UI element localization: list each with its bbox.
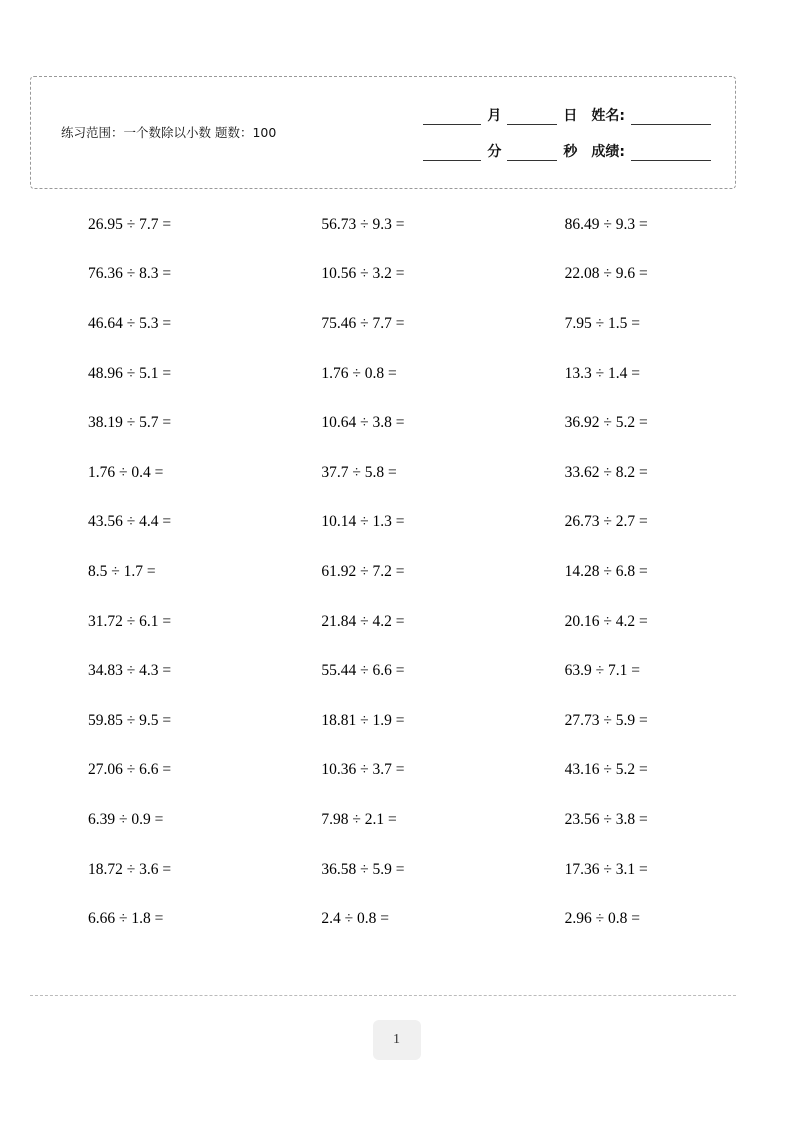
problem-cell: 26.95 ÷ 7.7 = (88, 215, 172, 233)
problem-cell: 27.06 ÷ 6.6 = (88, 761, 172, 779)
day-label: 日 (563, 107, 578, 124)
second-blank[interactable] (507, 147, 557, 161)
problem-cell: 1.76 ÷ 0.4 = (88, 463, 164, 481)
problem-row (30, 398, 736, 448)
problem-row (30, 349, 736, 399)
problem-cell: 55.44 ÷ 6.6 = (321, 662, 405, 680)
problem-cell: 76.36 ÷ 8.3 = (88, 265, 172, 283)
problem-cell: 75.46 ÷ 7.7 = (321, 314, 405, 332)
problem-cell: 7.98 ÷ 2.1 = (321, 810, 397, 828)
problem-cell: 2.4 ÷ 0.8 = (321, 910, 389, 928)
problem-row (30, 646, 736, 696)
problem-cell: 36.58 ÷ 5.9 = (321, 860, 405, 878)
problem-grid (30, 200, 736, 944)
problem-cell: 10.14 ÷ 1.3 = (321, 513, 405, 531)
problem-cell: 17.36 ÷ 3.1 = (564, 860, 648, 878)
practice-range-text: 练习范围：一个数除以小数 题数：100 (61, 124, 277, 140)
problem-row (30, 299, 736, 349)
problem-row (30, 597, 736, 647)
problem-row (30, 448, 736, 498)
problem-cell: 86.49 ÷ 9.3 = (564, 215, 648, 233)
problem-cell: 6.39 ÷ 0.9 = (88, 810, 164, 828)
problem-cell: 7.95 ÷ 1.5 = (564, 314, 641, 332)
problem-cell: 10.56 ÷ 3.2 = (321, 265, 405, 283)
page-number: 1 (373, 1020, 421, 1060)
problem-cell: 21.84 ÷ 4.2 = (321, 612, 405, 630)
problem-cell: 26.73 ÷ 2.7 = (564, 513, 648, 531)
problem-cell: 14.28 ÷ 6.8 = (564, 562, 648, 580)
score-blank[interactable] (631, 147, 711, 161)
problem-cell: 31.72 ÷ 6.1 = (88, 612, 172, 630)
problem-row (30, 498, 736, 548)
minute-label: 分 (487, 143, 502, 160)
problem-cell: 20.16 ÷ 4.2 = (564, 612, 648, 630)
problem-row (30, 696, 736, 746)
problem-cell: 37.7 ÷ 5.8 = (321, 463, 397, 481)
month-blank[interactable] (423, 111, 481, 125)
problem-cell: 2.96 ÷ 0.8 = (564, 910, 641, 928)
problem-cell: 10.36 ÷ 3.7 = (321, 761, 405, 779)
problem-cell: 38.19 ÷ 5.7 = (88, 414, 172, 432)
footer-divider (30, 995, 736, 996)
problem-cell: 63.9 ÷ 7.1 = (564, 662, 641, 680)
problem-row (30, 746, 736, 796)
problem-cell: 43.56 ÷ 4.4 = (88, 513, 172, 531)
problem-cell: 56.73 ÷ 9.3 = (321, 215, 405, 233)
problem-cell: 8.5 ÷ 1.7 = (88, 562, 156, 580)
problem-cell: 6.66 ÷ 1.8 = (88, 910, 164, 928)
second-label: 秒 (563, 143, 578, 160)
score-label: 成绩: (591, 143, 625, 160)
problem-cell: 46.64 ÷ 5.3 = (88, 314, 172, 332)
problem-row (30, 795, 736, 845)
problem-row (30, 547, 736, 597)
problem-row (30, 200, 736, 250)
problem-cell: 13.3 ÷ 1.4 = (564, 364, 641, 382)
day-blank[interactable] (507, 111, 557, 125)
header-box (30, 76, 736, 189)
problem-cell: 33.62 ÷ 8.2 = (564, 463, 648, 481)
problem-cell: 18.72 ÷ 3.6 = (88, 860, 172, 878)
problem-cell: 10.64 ÷ 3.8 = (321, 414, 405, 432)
problem-cell: 34.83 ÷ 4.3 = (88, 662, 172, 680)
name-label: 姓名: (591, 107, 625, 124)
problem-cell: 48.96 ÷ 5.1 = (88, 364, 172, 382)
date-name-row (331, 105, 715, 125)
problem-row (30, 250, 736, 300)
problem-row (30, 894, 736, 944)
month-label: 月 (487, 107, 502, 124)
time-score-row (331, 141, 715, 161)
problem-cell: 22.08 ÷ 9.6 = (564, 265, 648, 283)
problem-row (30, 845, 736, 895)
problem-cell: 36.92 ÷ 5.2 = (564, 414, 648, 432)
minute-blank[interactable] (423, 147, 481, 161)
problem-cell: 1.76 ÷ 0.8 = (321, 364, 397, 382)
problem-cell: 23.56 ÷ 3.8 = (564, 810, 648, 828)
name-blank[interactable] (631, 111, 711, 125)
problem-cell: 18.81 ÷ 1.9 = (321, 711, 405, 729)
problem-cell: 59.85 ÷ 9.5 = (88, 711, 172, 729)
header-fields (331, 105, 735, 161)
problem-cell: 61.92 ÷ 7.2 = (321, 562, 405, 580)
problem-cell: 43.16 ÷ 5.2 = (564, 761, 648, 779)
problem-cell: 27.73 ÷ 5.9 = (564, 711, 648, 729)
